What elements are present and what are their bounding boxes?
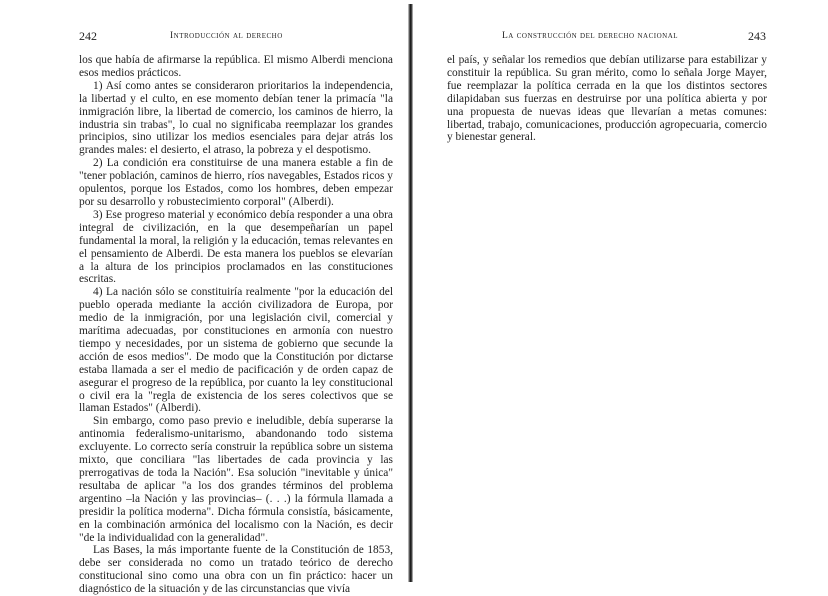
left-page	[0, 0, 410, 596]
right-body-text	[447, 54, 767, 144]
left-page-number: 242	[79, 29, 97, 43]
paragraph: Las Bases, la más importante fuente de la Constitución de 1853, debe ser considerada no como un tratado teórico de derecho constitucional sino como una obra con un fin práctico: hacer un diagnóstico de la situación y de las circunstancias que vivía	[79, 544, 393, 596]
paragraph: el país, y señalar los remedios que debían utilizarse para estabilizar y constituir la república. Su gran mérito, como lo señala Jorge Mayer, fue reemplazar la política cerrada en la que los distintos sectores dilapidaban sus fuerzas en destruirse por una política abierta y por una propuesta de nuevas ideas que llevarían a metas comunes: libertad, trabajo, comunicaciones, producción agropecuaria, comercio y bienestar general.	[447, 54, 767, 144]
left-running-head: Introducción al derecho	[170, 31, 283, 41]
paragraph: los que había de afirmarse la república. El mismo Alberdi menciona esos medios prácticos.	[79, 54, 393, 79]
paragraph: 4) La nación sólo se constituiría realmente "por la educación del pueblo operada mediante la acción civilizadora de Europa, por medio de la inmigración, por una legislación civil, comercial y marítima adecuadas, por constituciones en armonía con nuestro tiempo y necesidades, por un sistema de gobierno que secunde la acción de esos medios". De modo que la Constitución por dictarse estaba llamada a ser el medio de pacificación y de orden capaz de asegurar el progreso de la república, por cuanto la ley constitucional o civil era la "regla de existencia de los seres colectivos que se llaman Estados" (Alberdi).	[79, 286, 393, 415]
paragraph: 1) Así como antes se consideraron prioritarios la independencia, la libertad y el culto, en ese momento debían tener la primacía "la inmigración libre, la libertad de comercio, los caminos de hierro, la industria sin trabas", lo cual no significaba reemplazar los grandes principios, sino utilizar los medios esenciales para dejar atrás los grandes males: el desierto, el atraso, la pobreza y el despotismo.	[79, 79, 393, 157]
paragraph: 2) La condición era constituirse de una manera estable a fin de "tener población, caminos de hierro, ríos navegables, Estados ricos y opulentos, porque los Estados, como los hombres, deben empezar por su desarrollo y robustecimiento corporal" (Alberdi).	[79, 157, 393, 208]
left-body-text	[79, 54, 393, 596]
right-page-number: 243	[748, 29, 766, 43]
paragraph: Sin embargo, como paso previo e ineludible, debía superarse la antinomia federalismo-unitarismo, abandonando todo sistema excluyente. Lo correcto sería construir la república sobre un sistema mixto, que conciliara "las libertades de cada provincia y las prerrogativas de toda la Nación". Esa solución "inevitable y única" resultaba de aplicar "a los dos grandes términos del problema argentino –la Nación y las provincias– (. . .) la fórmula llamada a presidir la política moderna". Dicha fórmula consistía, básicamente, en la combinación armónica del localismo con la Nación, es decir "de la individualidad con la generalidad".	[79, 415, 393, 544]
book-spine-shadow	[408, 4, 413, 582]
paragraph: 3) Ese progreso material y económico debía responder a una obra integral de civilización, en la que desempeñarían un papel fundamental la moral, la religión y la educación, temas relevantes en el pensamiento de Alberdi. De esta manera los pueblos se elevarían a la altura de los principios proclamados en las constituciones escritas.	[79, 208, 393, 286]
right-running-head: La construcción del derecho nacional	[502, 31, 679, 41]
right-page	[416, 0, 828, 586]
